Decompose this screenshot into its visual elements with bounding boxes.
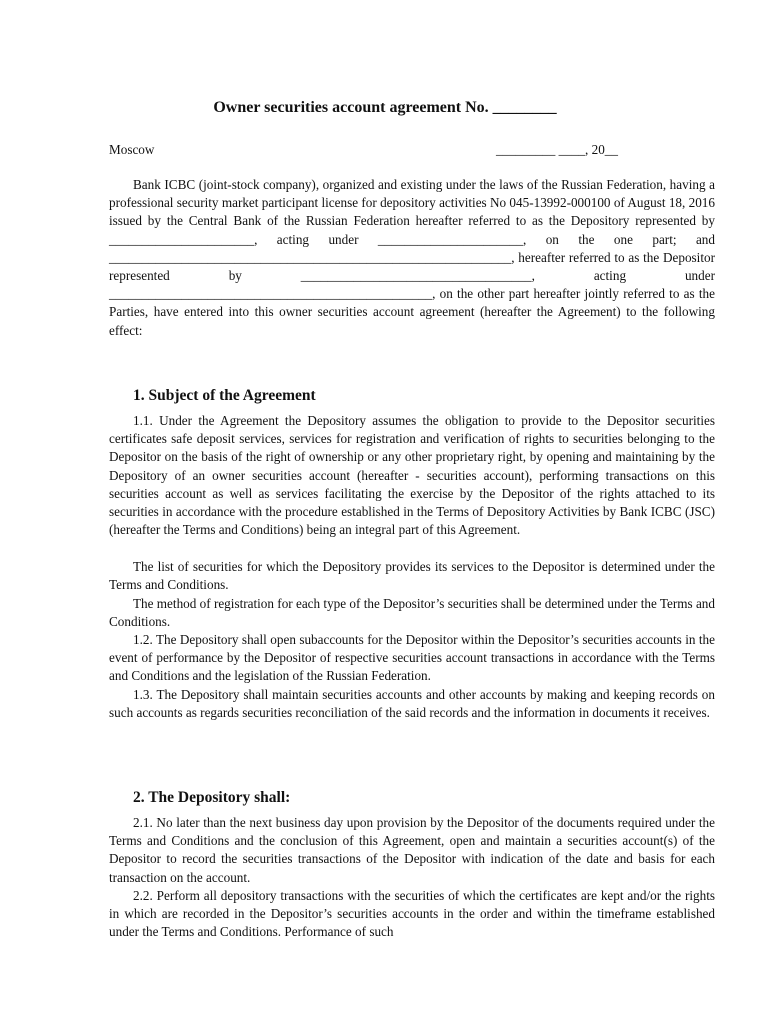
paragraph-2-1: 2.1. No later than the next business day upon provision by the Depositor of the documents required under the Terms and Conditions and the conclusion of this Agreement, open and maintain a securities account(s) of the Depositor to record the securities transactions of the Depositor with indication of the date and basis for each transaction on the account. (109, 815, 715, 885)
paragraph-1-1-securities-list: The list of securities for which the Depository provides its services to the Depositor is determined under the Terms and Conditions. (109, 559, 715, 593)
document-title: Owner securities account agreement No. ________ (213, 99, 557, 116)
paragraph-1-2: 1.2. The Depository shall open subaccounts for the Depositor within the Depositor’s securities accounts in the event of performance by the Depositor of respective securities account transactions in accordance with the Terms and Conditions and the legislation of the Russian Federation. (109, 632, 715, 684)
paragraph-1-1-registration-method: The method of registration for each type of the Depositor’s securities shall be determined under the Terms and Conditions. (109, 596, 715, 630)
section-1-heading: 1. Subject of the Agreement (133, 387, 316, 404)
section-2-heading: 2. The Depository shall: (133, 789, 291, 806)
paragraph-2-2: 2.2. Perform all depository transactions with the securities of which the certificates are kept and/or the rights in which are recorded in the Depositor’s securities accounts in the order and within the timeframe established under the Terms and Conditions. Performance of such (109, 888, 715, 940)
date-line: _________ ____, 20__ (496, 142, 618, 157)
paragraph-1-1: 1.1. Under the Agreement the Depository assumes the obligation to provide to the Depositor securities certificates safe deposit services, services for registration and verification of rights to securities belonging to the Depositor on the basis of the right of ownership or any other proprietary right, by opening and maintaining by the Depository of an owner securities account (hereafter - securities account), performing transactions on this securities account as well as services facilitating the exercise by the Depositor of the rights attached to its securities in accordance with the procedure established in the Terms of Depository Activities by Bank ICBC (JSC) (hereafter the Terms and Conditions) being an integral part of this Agreement. (109, 413, 715, 538)
paragraph-1-3: 1.3. The Depository shall maintain securities accounts and other accounts by making and keeping records on such accounts as regards securities reconciliation of the said records and the information in documents it receives. (109, 687, 715, 721)
intro-paragraph: Bank ICBC (joint-stock company), organized and existing under the laws of the Russian Federation, having a professional security market participant license for depository activities No 045-13992-000100 of August 18, 2016 issued by the Central Bank of the Russian Federation hereafter referred to as the Depository represented by ______________________, acting under ______________________, on the one part; and _____________________________________________________________, hereafter referred to as the Depositor represented by ___________________________________, acting under _________________________________________________, on the other part hereafter jointly referred to as the Parties, have entered into this owner securities account agreement (hereafter the Agreement) to the following effect: (109, 177, 715, 338)
place-of-signing: Moscow (109, 142, 155, 157)
